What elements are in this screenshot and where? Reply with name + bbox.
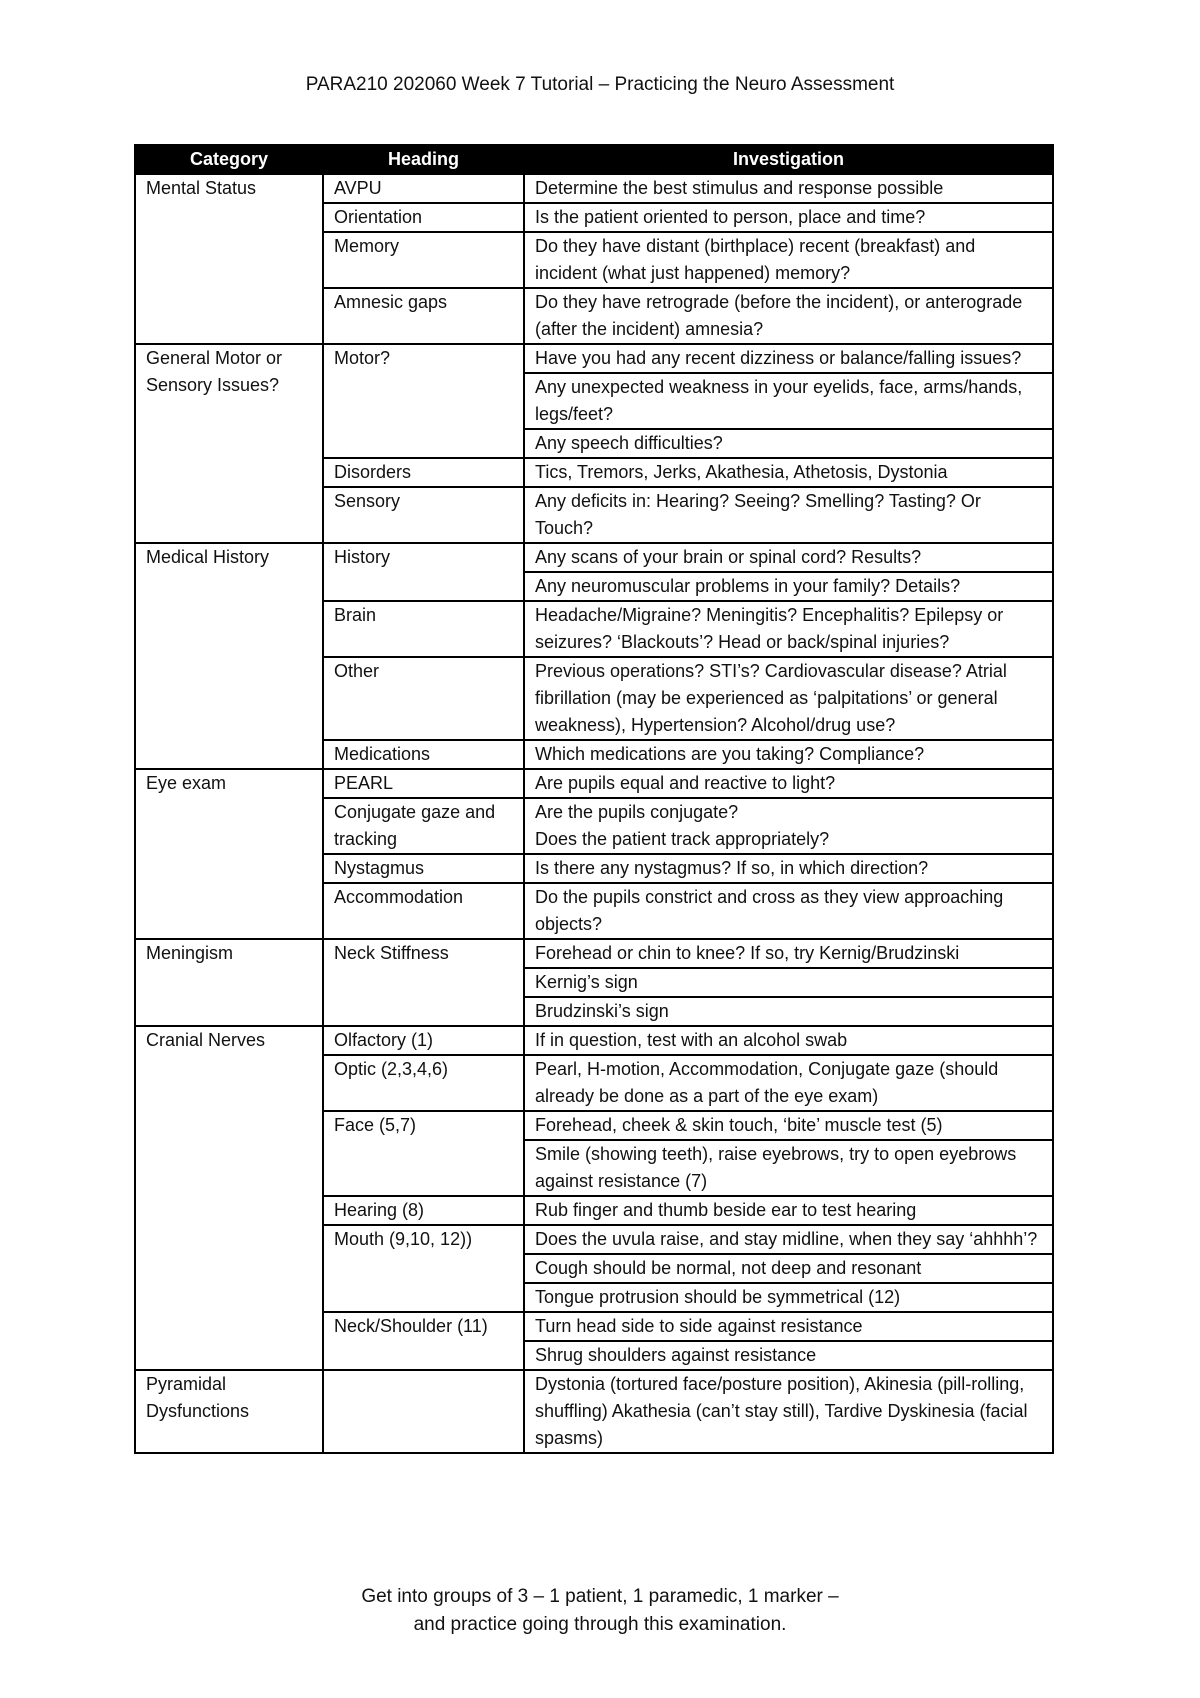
investigation-cell: Is the patient oriented to person, place and time? [524,203,1053,232]
investigation-line: Are the pupils conjugate? [535,802,739,822]
table-header-row [135,145,1053,174]
heading-cell: Motor? [323,344,524,458]
category-cell: Mental Status [135,174,323,344]
heading-cell: Medications [323,740,524,769]
investigation-cell: Do they have retrograde (before the incident), or anterograde (after the incident) amnesia? [524,288,1053,344]
investigation-cell: Headache/Migraine? Meningitis? Encephalitis? Epilepsy or seizures? ‘Blackouts’? Head or back/spinal injuries? [524,601,1053,657]
investigation-line: Does the patient track appropriately? [535,829,830,849]
table-row [135,543,1053,572]
investigation-cell: Are pupils equal and reactive to light? [524,769,1053,798]
category-cell: Eye exam [135,769,323,939]
column-header-heading: Heading [323,145,524,174]
investigation-cell: Any neuromuscular problems in your family? Details? [524,572,1053,601]
investigation-cell: Tongue protrusion should be symmetrical (12) [524,1283,1053,1312]
heading-cell: History [323,543,524,601]
table-row [135,174,1053,203]
investigation-cell: Turn head side to side against resistance [524,1312,1053,1341]
investigation-cell: Determine the best stimulus and response possible [524,174,1053,203]
heading-cell: Neck Stiffness [323,939,524,1026]
investigation-cell: Kernig’s sign [524,968,1053,997]
investigation-cell: Any unexpected weakness in your eyelids, face, arms/hands, legs/feet? [524,373,1053,429]
table-row [135,344,1053,373]
investigation-cell: Smile (showing teeth), raise eyebrows, try to open eyebrows against resistance (7) [524,1140,1053,1196]
investigation-cell: Previous operations? STI’s? Cardiovascular disease? Atrial fibrillation (may be experienced as ‘palpitations’ or general weakness), Hypertension? Alcohol/drug use? [524,657,1053,740]
heading-cell: Optic (2,3,4,6) [323,1055,524,1111]
investigation-cell: Is there any nystagmus? If so, in which direction? [524,854,1053,883]
investigation-cell: Tics, Tremors, Jerks, Akathesia, Athetosis, Dystonia [524,458,1053,487]
heading-cell: Orientation [323,203,524,232]
heading-cell: Brain [323,601,524,657]
category-cell: Pyramidal Dysfunctions [135,1370,323,1453]
heading-cell: Other [323,657,524,740]
heading-cell: Conjugate gaze and tracking [323,798,524,854]
table-row [135,939,1053,968]
investigation-cell [524,798,1053,854]
investigation-cell: Forehead, cheek & skin touch, ‘bite’ muscle test (5) [524,1111,1053,1140]
table-row [135,1370,1053,1453]
heading-cell: Neck/Shoulder (11) [323,1312,524,1370]
investigation-cell: Which medications are you taking? Compliance? [524,740,1053,769]
category-cell: General Motor or Sensory Issues? [135,344,323,543]
heading-cell: Disorders [323,458,524,487]
heading-cell: Mouth (9,10, 12)) [323,1225,524,1312]
heading-cell: Olfactory (1) [323,1026,524,1055]
investigation-cell: Do they have distant (birthplace) recent (breakfast) and incident (what just happened) memory? [524,232,1053,288]
investigation-cell: Cough should be normal, not deep and resonant [524,1254,1053,1283]
investigation-cell: Any scans of your brain or spinal cord? Results? [524,543,1053,572]
investigation-cell: Pearl, H-motion, Accommodation, Conjugate gaze (should already be done as a part of the eye exam) [524,1055,1053,1111]
table-row [135,1026,1053,1055]
heading-cell: Sensory [323,487,524,543]
column-header-category: Category [135,145,323,174]
investigation-cell: Brudzinski’s sign [524,997,1053,1026]
heading-cell: Hearing (8) [323,1196,524,1225]
investigation-cell: Do the pupils constrict and cross as they view approaching objects? [524,883,1053,939]
heading-cell: Accommodation [323,883,524,939]
heading-cell: Nystagmus [323,854,524,883]
investigation-cell: Have you had any recent dizziness or balance/falling issues? [524,344,1053,373]
table-row [135,769,1053,798]
column-header-investigation: Investigation [524,145,1053,174]
investigation-cell: If in question, test with an alcohol swab [524,1026,1053,1055]
heading-cell: Memory [323,232,524,288]
heading-cell: Face (5,7) [323,1111,524,1196]
category-cell: Cranial Nerves [135,1026,323,1370]
category-cell: Meningism [135,939,323,1026]
investigation-cell: Shrug shoulders against resistance [524,1341,1053,1370]
investigation-cell: Any speech difficulties? [524,429,1053,458]
heading-cell: PEARL [323,769,524,798]
heading-cell: AVPU [323,174,524,203]
neuro-assessment-table [134,144,1054,1454]
heading-cell: Amnesic gaps [323,288,524,344]
investigation-cell: Dystonia (tortured face/posture position), Akinesia (pill-rolling, shuffling) Akathesia (can’t stay still), Tardive Dyskinesia (facial spasms) [524,1370,1053,1453]
investigation-cell: Rub finger and thumb beside ear to test hearing [524,1196,1053,1225]
footer-line-1: Get into groups of 3 – 1 patient, 1 paramedic, 1 marker – [361,1586,839,1607]
document-title: PARA210 202060 Week 7 Tutorial – Practicing the Neuro Assessment [305,74,895,95]
investigation-cell: Does the uvula raise, and stay midline, when they say ‘ahhhh’? [524,1225,1053,1254]
category-cell: Medical History [135,543,323,769]
investigation-cell: Any deficits in: Hearing? Seeing? Smelling? Tasting? Or Touch? [524,487,1053,543]
heading-cell [323,1370,524,1453]
footer-instructions [0,1583,1200,1639]
investigation-cell: Forehead or chin to knee? If so, try Kernig/Brudzinski [524,939,1053,968]
footer-line-2: and practice going through this examination. [413,1614,787,1635]
